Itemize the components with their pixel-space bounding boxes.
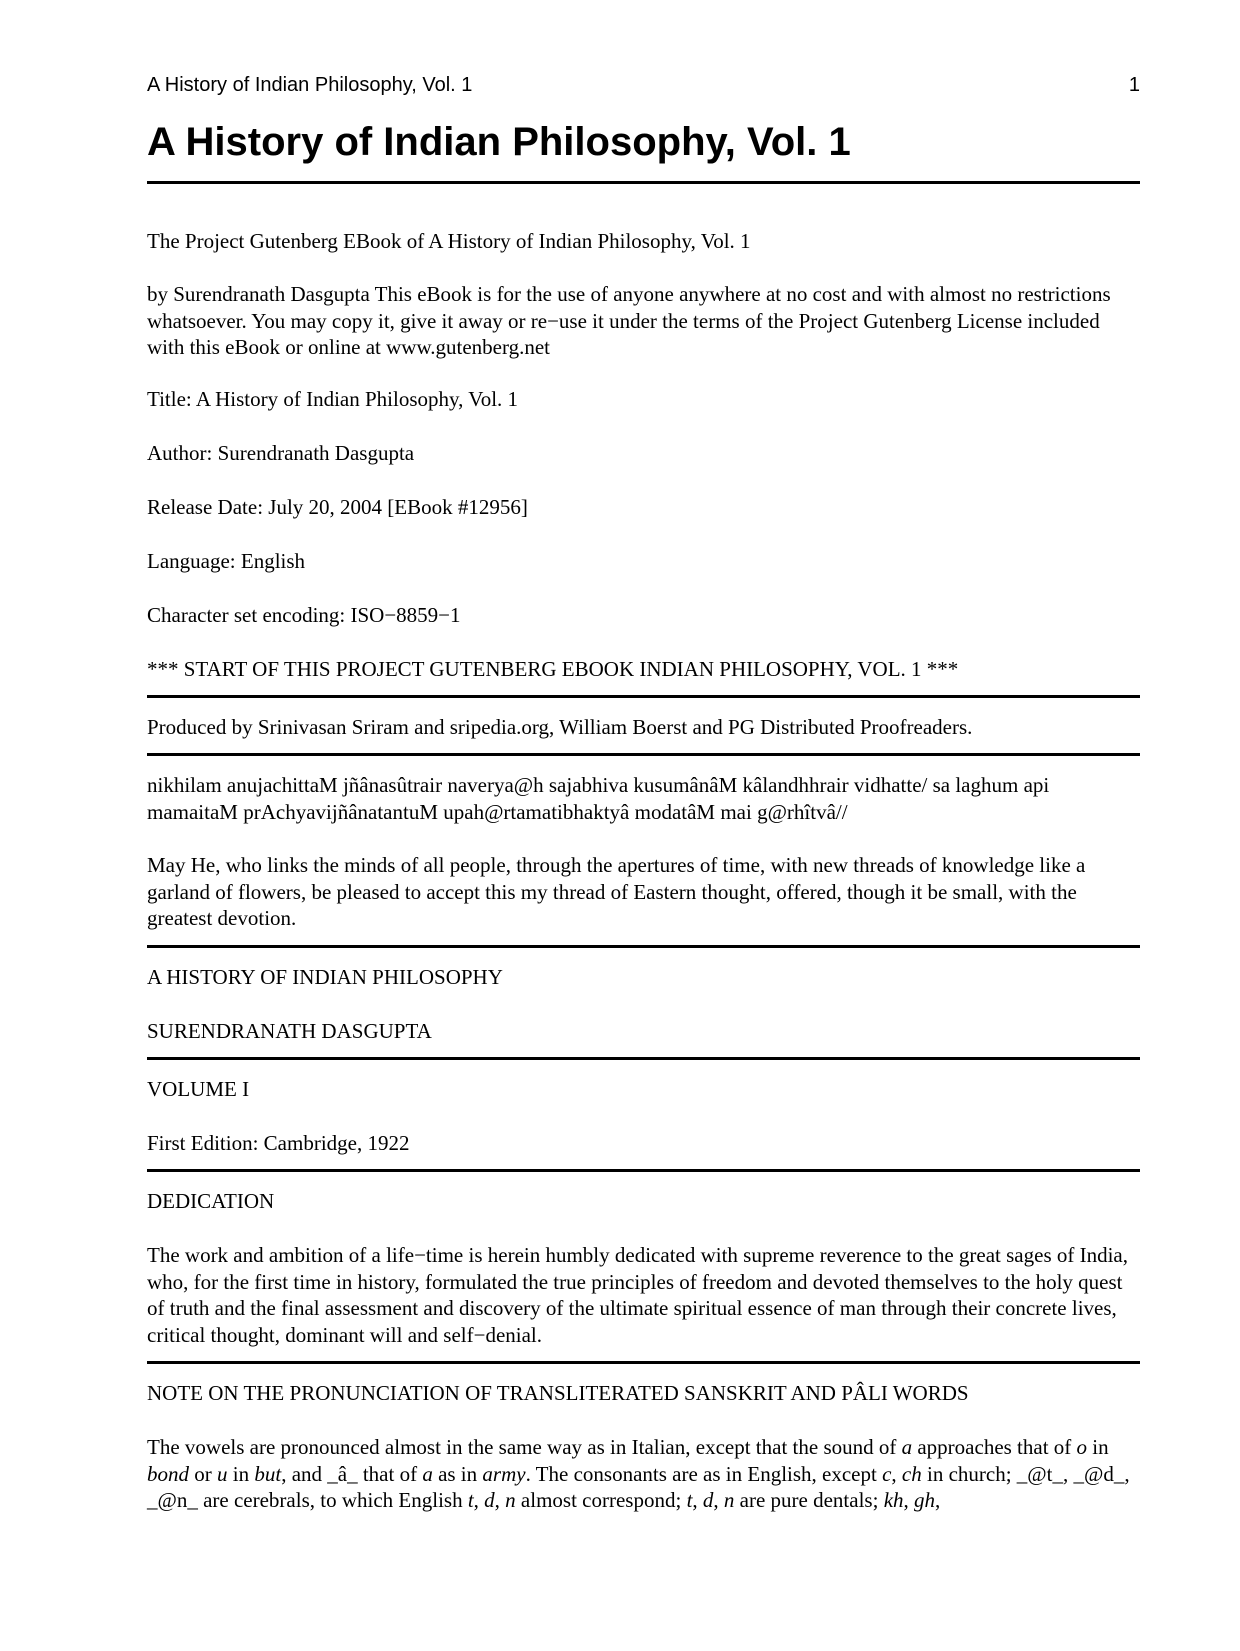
text-run: in [227, 1461, 255, 1486]
text-run: , [473, 1488, 485, 1512]
text-run: are pure dentals; [734, 1488, 884, 1512]
text-run: The vowels are pronounced almost in the same way as in Italian, except that the sound of [147, 1435, 902, 1459]
text-run-italic: o [1076, 1435, 1088, 1459]
running-header [147, 74, 1140, 97]
divider [147, 181, 1140, 184]
divider [147, 945, 1140, 948]
text-run-italic: gh [914, 1488, 936, 1512]
edition-line: First Edition: Cambridge, 1922 [147, 1131, 410, 1155]
pronunciation-heading: NOTE ON THE PRONUNCIATION OF TRANSLITERATED SANSKRIT AND PÂLI WORDS [147, 1381, 969, 1405]
text-run-italic: n [723, 1488, 735, 1512]
text-run: , [903, 1488, 915, 1512]
text-run-italic: army [482, 1461, 526, 1486]
text-run: almost correspond; [515, 1488, 687, 1512]
text-run-italic: ch [901, 1461, 922, 1486]
text-run: , [935, 1488, 941, 1512]
text-run: , [692, 1488, 703, 1512]
text-run-italic: a [901, 1435, 913, 1459]
title-line: Title: A History of Indian Philosophy, Vol. 1 [147, 387, 519, 411]
page-number: 1 [1128, 74, 1140, 96]
running-title: A History of Indian Philosophy, Vol. 1 [147, 74, 473, 96]
ebook-line: The Project Gutenberg EBook of A History of Indian Philosophy, Vol. 1 [147, 229, 751, 253]
dedication-heading: DEDICATION [147, 1189, 275, 1213]
divider [147, 1057, 1140, 1060]
text-run: , [713, 1488, 724, 1512]
pronunciation-text [147, 1434, 1140, 1514]
text-run-italic: t [467, 1488, 474, 1512]
sanskrit-invocation: nikhilam anujachittaM jñânasûtrair naverya@h sajabhiva kusumânâM kâlandhhrair vidhatte/ sa laghum api mamaitaM prAchyavijñânatantuM upah@rtamatibhaktyâ modatâM mai g@rhîtvâ// [147, 773, 1050, 824]
text-run: in [1087, 1435, 1109, 1459]
title-page-author: SURENDRANATH DASGUPTA [147, 1019, 432, 1043]
text-run-italic: d [484, 1488, 495, 1512]
divider [147, 1169, 1140, 1172]
text-run-italic: a [422, 1461, 433, 1486]
charset-line: Character set encoding: ISO−8859−1 [147, 603, 461, 627]
language-line: Language: English [147, 549, 306, 573]
divider [147, 753, 1140, 756]
text-run: or [189, 1461, 217, 1486]
divider [147, 1361, 1140, 1364]
divider [147, 695, 1140, 698]
text-run-italic: n [505, 1488, 516, 1512]
text-run: approaches that of [912, 1435, 1077, 1459]
volume-label: VOLUME I [147, 1077, 250, 1101]
dedication-text: The work and ambition of a life−time is herein humbly dedicated with supreme reverence to the great sages of India, who, for the first time in history, formulated the true principles of freedom and devoted themselves to the holy quest of truth and the final assessment and discovery of the ultimate spiritual essence of man through their concrete lives, critical thought, dominant will and self−denial. [147, 1243, 1129, 1347]
start-line: *** START OF THIS PROJECT GUTENBERG EBOOK INDIAN PHILOSOPHY, VOL. 1 *** [147, 657, 959, 681]
title-page-heading: A HISTORY OF INDIAN PHILOSOPHY [147, 965, 503, 989]
text-run-italic: u [217, 1461, 228, 1486]
text-run: in church; _@t_, _@d_, _@n_ are cerebrals, to which English [147, 1461, 1130, 1512]
license-paragraph: by Surendranath Dasgupta This eBook is for the use of anyone anywhere at no cost and with almost no restrictions whatsoever. You may copy it, give it away or re−use it under the terms of the Project Gutenberg License included with this eBook or online at www.gutenberg.net [147, 282, 1111, 359]
text-run: , [891, 1461, 902, 1486]
text-run-italic: t [686, 1488, 693, 1512]
invocation-translation: May He, who links the minds of all people, through the apertures of time, with new threads of knowledge like a garland of flowers, be pleased to accept this my thread of Eastern thought, offered, though it be small, with the greatest devotion. [147, 853, 1086, 930]
text-run-italic: kh [883, 1488, 904, 1512]
document-title: A History of Indian Philosophy, Vol. 1 [147, 120, 851, 164]
text-run-italic: bond [147, 1461, 189, 1486]
text-run: , and _â_ that of [281, 1461, 423, 1486]
text-run: . The consonants are as in English, except [525, 1461, 883, 1486]
text-run: , [494, 1488, 506, 1512]
author-line: Author: Surendranath Dasgupta [147, 441, 415, 465]
release-line: Release Date: July 20, 2004 [EBook #12956] [147, 495, 528, 519]
text-run: as in [432, 1461, 483, 1486]
produced-by: Produced by Srinivasan Sriram and sripedia.org, William Boerst and PG Distributed Proofreaders. [147, 715, 973, 739]
text-run-italic: but [254, 1461, 282, 1486]
text-run-italic: c [882, 1461, 892, 1486]
text-run-italic: d [702, 1488, 714, 1512]
